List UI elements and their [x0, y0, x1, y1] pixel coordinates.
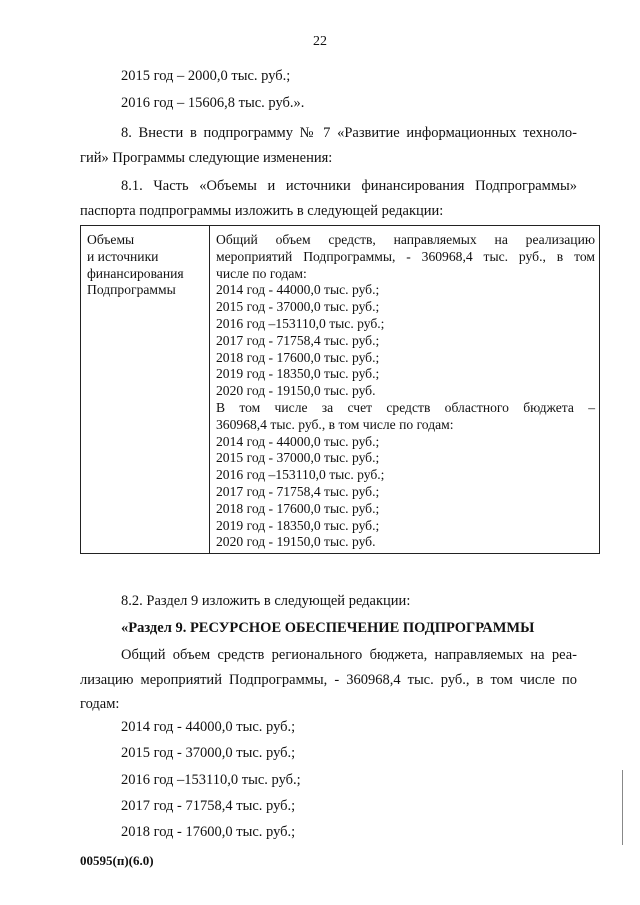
- section-9-para-line-3: годам:: [80, 696, 120, 712]
- item-8-1-line-1: 8.1. Часть «Объемы и источники финансирования Подпрограммы»: [121, 178, 577, 194]
- cell-line: 2015 год - 37000,0 тыс. руб.;: [216, 299, 380, 315]
- cell-line: 2019 год - 18350,0 тыс. руб.;: [216, 517, 380, 533]
- cell-line: 2014 год - 44000,0 тыс. руб.;: [216, 282, 380, 298]
- cell-line: 360968,4 тыс. руб., в том числе по годам:: [216, 416, 454, 432]
- cell-line: 2016 год –153110,0 тыс. руб.;: [216, 315, 385, 331]
- table-row: [81, 226, 600, 554]
- year-line-2017: 2017 год - 71758,4 тыс. руб.;: [121, 798, 296, 814]
- cell-line: финансирования: [87, 265, 184, 281]
- table-cell-value: [210, 226, 600, 554]
- cell-line: и источники: [87, 248, 159, 264]
- cell-line: В том числе за счет средств областного бюджета –: [216, 399, 595, 415]
- footer-code: 00595(п)(6.0): [80, 853, 154, 868]
- item-8-1-line-2: паспорта подпрограммы изложить в следующей редакции:: [80, 203, 444, 219]
- page-number: 22: [313, 34, 327, 49]
- cell-line: числе по годам:: [216, 265, 307, 281]
- margin-mark: [622, 770, 623, 845]
- cell-line: мероприятий Подпрограммы, - 360968,4 тыс. руб., в том: [216, 248, 595, 264]
- year-line-2014: 2014 год - 44000,0 тыс. руб.;: [121, 719, 296, 735]
- table-cell-label: [81, 226, 210, 554]
- section-9-para-line-2: лизацию мероприятий Подпрограммы, - 360968,4 тыс. руб., в том числе по: [80, 672, 577, 688]
- cell-line: 2015 год - 37000,0 тыс. руб.;: [216, 450, 380, 466]
- section-9-heading: «Раздел 9. РЕСУРСНОЕ ОБЕСПЕЧЕНИЕ ПОДПРОГРАММЫ: [121, 620, 535, 636]
- cell-line: 2018 год - 17600,0 тыс. руб.;: [216, 349, 380, 365]
- section-9-para-line-1: Общий объем средств регионального бюджета, направляемых на реа-: [121, 647, 577, 663]
- budget-line-2016: 2016 год – 15606,8 тыс. руб.».: [121, 95, 305, 111]
- item-8-line-2: гий» Программы следующие изменения:: [80, 150, 333, 166]
- cell-line: Общий объем средств, направляемых на реализацию: [216, 232, 595, 247]
- cell-line: Подпрограммы: [87, 282, 176, 298]
- item-8-2: 8.2. Раздел 9 изложить в следующей редакции:: [121, 593, 411, 609]
- cell-line: 2020 год - 19150,0 тыс. руб.: [216, 534, 376, 550]
- cell-line: 2017 год - 71758,4 тыс. руб.;: [216, 483, 380, 499]
- cell-line: 2016 год –153110,0 тыс. руб.;: [216, 467, 385, 483]
- year-line-2015: 2015 год - 37000,0 тыс. руб.;: [121, 745, 296, 761]
- cell-line: 2017 год - 71758,4 тыс. руб.;: [216, 332, 380, 348]
- year-line-2016: 2016 год –153110,0 тыс. руб.;: [121, 772, 301, 788]
- cell-line: 2020 год - 19150,0 тыс. руб.: [216, 383, 376, 399]
- cell-line: 2014 год - 44000,0 тыс. руб.;: [216, 433, 380, 449]
- year-line-2018: 2018 год - 17600,0 тыс. руб.;: [121, 824, 296, 840]
- budget-line-2015: 2015 год – 2000,0 тыс. руб.;: [121, 68, 291, 84]
- cell-line: 2018 год - 17600,0 тыс. руб.;: [216, 500, 380, 516]
- cell-line: Объемы: [87, 232, 135, 247]
- funding-passport-table: [80, 225, 600, 554]
- cell-line: 2019 год - 18350,0 тыс. руб.;: [216, 366, 380, 382]
- item-8-line-1: 8. Внести в подпрограмму № 7 «Развитие информационных техноло-: [121, 125, 577, 141]
